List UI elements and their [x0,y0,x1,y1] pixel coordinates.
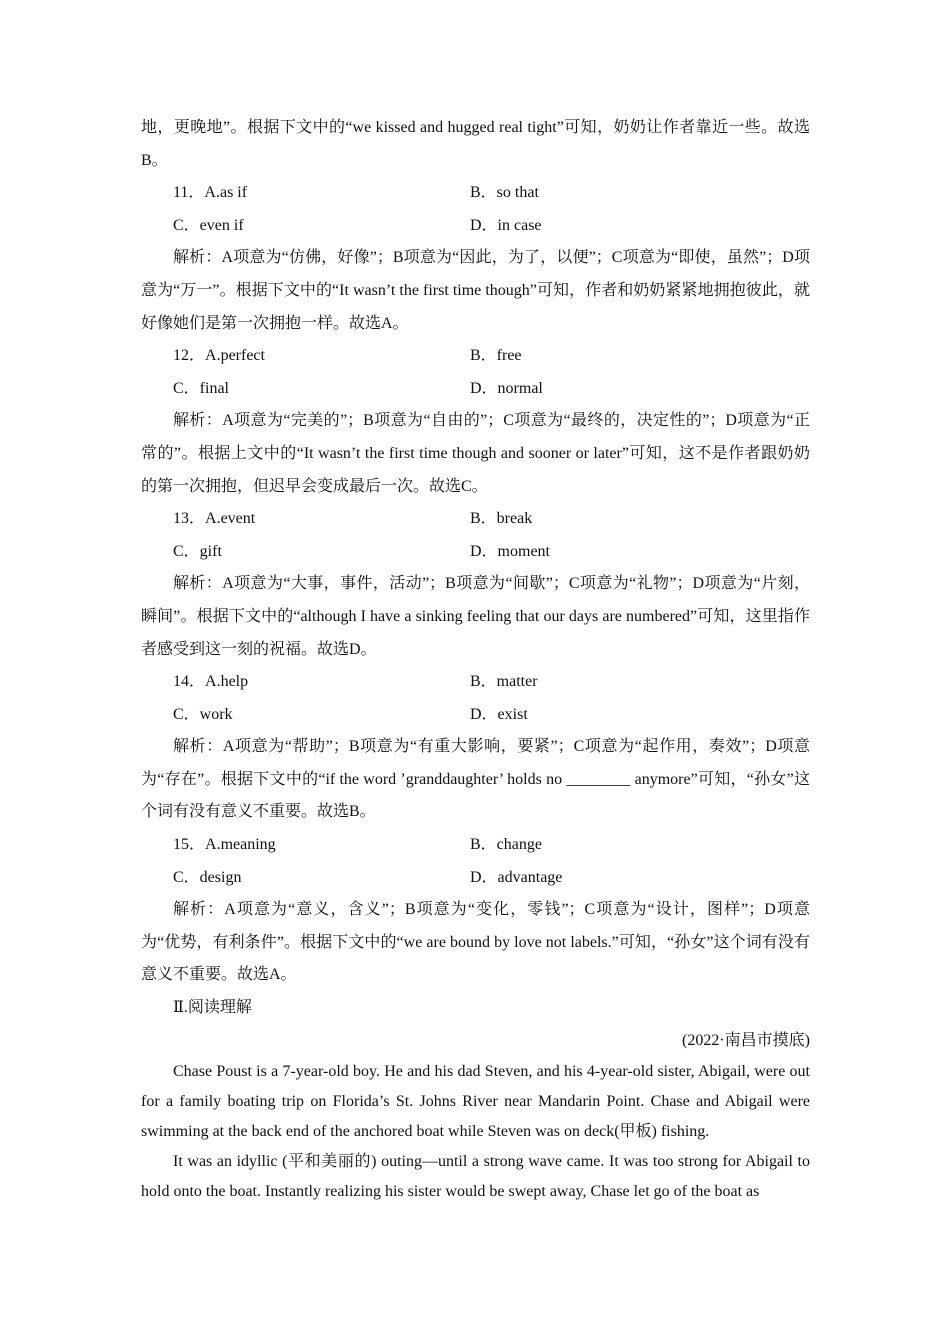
options-row-1 [141,829,810,862]
section-title: Ⅱ.阅读理解 [173,999,252,1017]
question-number: 14． [173,673,206,691]
explanation: 解析：A项意为“仿佛，好像”；B项意为“因此，为了，以便”；C项意为“即使，虽然”；D项意为“万一”。根据下文中的“It wasn’t the first time though”可知，作者和奶奶紧紧地拥抱彼此，就好像她们是第一次拥抱一样。故选A。 [141,249,810,332]
question-12 [141,340,810,503]
question-number: 13． [173,510,206,528]
question-number: 15． [173,836,206,854]
question-11 [141,177,810,340]
option-a: A.meaning [205,836,276,854]
options-row-1 [141,340,810,373]
source-note: (2022·南昌市摸底) [682,1031,810,1049]
options-row-2 [141,699,810,732]
option-d: D．exist [470,705,528,723]
intro-text: 地，更晚地”。根据下文中的“we kissed and hugged real tight”可知，奶奶让作者靠近一些。故选B。 [141,119,810,169]
options-row-2 [141,536,810,569]
explanation: 解析：A项意为“帮助”；B项意为“有重大影响，要紧”；C项意为“起作用，奏效”；D项意为“存在”。根据下文中的“if the word ’granddaughter’ holds no ________ anymore”可知，“孙女”这个词有没有意义不重要。故选B。 [141,738,810,821]
question-number: 12． [173,347,206,365]
option-d: D．in case [470,216,542,234]
option-a: A.perfect [205,347,265,365]
option-d: D．advantage [470,868,563,886]
option-c: C．even if [173,216,244,234]
explanation: 解析：A项意为“大事，事件，活动”；B项意为“间歇”；C项意为“礼物”；D项意为“片刻，瞬间”。根据下文中的“although I have a sinking feeling that our days are numbered”可知，这里指作者感受到这一刻的祝福。故选D。 [141,575,810,658]
option-d: D．moment [470,542,550,560]
question-13 [141,503,810,666]
question-14 [141,666,810,829]
explanation: 解析：A项意为“意义，含义”；B项意为“变化，零钱”；C项意为“设计，图样”；D项意为“优势，有利条件”。根据下文中的“we are bound by love not labels.”可知，“孙女”这个词有没有意义不重要。故选A。 [141,901,810,984]
page-content [141,112,810,1207]
options-row-2 [141,210,810,243]
option-a: A.event [205,510,256,528]
option-b: B．break [470,510,533,528]
option-c: C．gift [173,542,222,560]
options-row-1 [141,666,810,699]
option-c: C．design [173,868,242,886]
option-c: C．work [173,705,233,723]
option-b: B．so that [470,184,539,202]
option-b: B．matter [470,673,538,691]
option-a: A.as if [204,184,248,202]
option-b: B．free [470,347,522,365]
options-row-2 [141,862,810,895]
option-a: A.help [205,673,249,691]
question-number: 11． [173,184,205,202]
option-c: C．final [173,379,229,397]
option-b: B．change [470,836,542,854]
option-d: D．normal [470,379,543,397]
passage-paragraph: It was an idyllic (平和美丽的) outing—until a strong wave came. It was too strong for Abigail to hold onto the boat. Instantly realizing his sister would be swept away, Chase let go of the boat as [141,1153,810,1201]
question-15 [141,829,810,992]
options-row-2 [141,373,810,406]
options-row-1 [141,177,810,210]
options-row-1 [141,503,810,536]
explanation: 解析：A项意为“完美的”；B项意为“自由的”；C项意为“最终的，决定性的”；D项意为“正常的”。根据上文中的“It wasn’t the first time though and sooner or later”可知，这不是作者跟奶奶的第一次拥抱，但迟早会变成最后一次。故选C。 [141,412,810,495]
passage-paragraph: Chase Poust is a 7-year-old boy. He and his dad Steven, and his 4-year-old sister, Abigail, were out for a family boating trip on Florida’s St. Johns River near Mandarin Point. Chase and Abigail were swimming at the back end of the anchored boat while Steven was on deck(甲板) fishing. [141,1063,810,1141]
